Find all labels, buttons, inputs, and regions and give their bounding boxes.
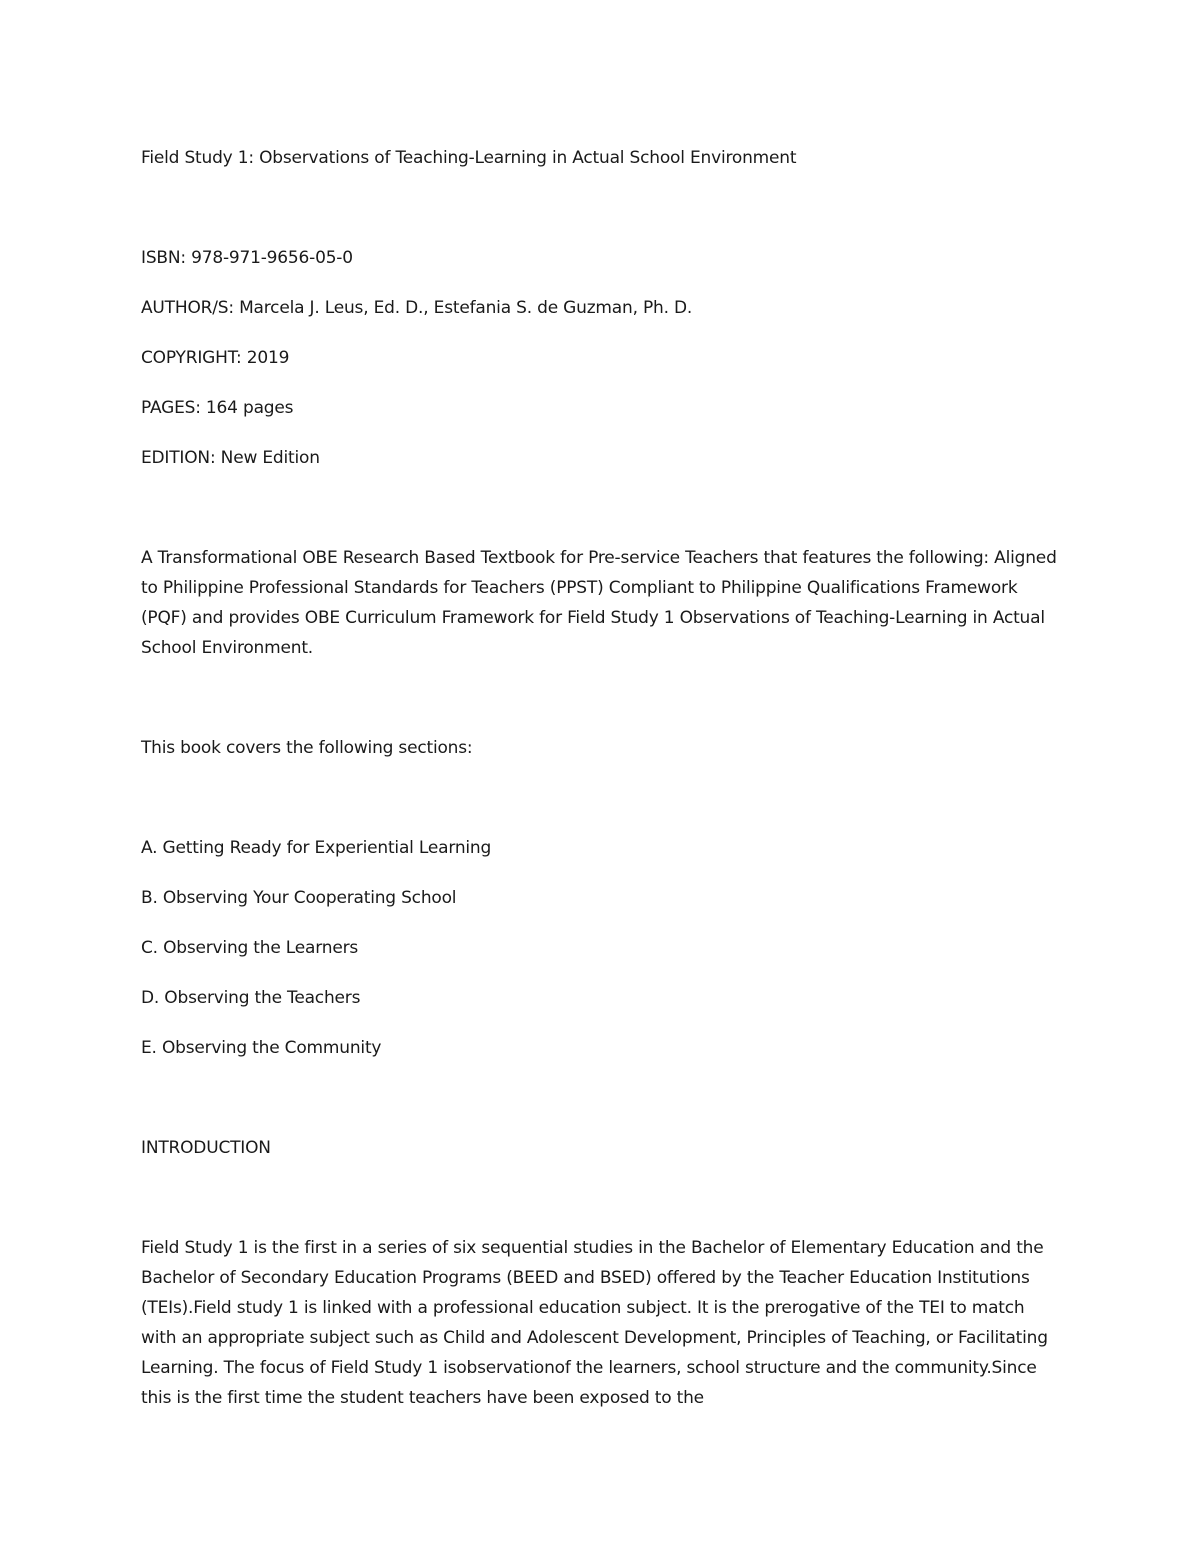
section-item-d: D. Observing the Teachers [141, 988, 361, 1008]
document-title: Field Study 1: Observations of Teaching-Learning in Actual School Environment [141, 148, 797, 168]
section-item-e: E. Observing the Community [141, 1038, 382, 1058]
authors-line: AUTHOR/S: Marcela J. Leus, Ed. D., Estefania S. de Guzman, Ph. D. [141, 298, 693, 318]
introduction-paragraph: Field Study 1 is the first in a series of six sequential studies in the Bachelor of Elementary Education and the Bachelor of Secondary Education Programs (BEED and BSED) offered by the Teacher Education Institutions (TEIs).Field study 1 is linked with a professional education subject. It is the prerogative of the TEI to match with an appropriate subject such as Child and Adolescent Development, Principles of Teaching, or Facilitating Learning. The focus of Field Study 1 isobservationof the learners, school structure and the community.Since this is the first time the student teachers have been exposed to the [141, 1238, 1048, 1408]
pages-line: PAGES: 164 pages [141, 398, 294, 418]
isbn-line: ISBN: 978-971-9656-05-0 [141, 248, 353, 268]
copyright-line: COPYRIGHT: 2019 [141, 348, 290, 368]
document-body [141, 143, 1061, 1483]
description-paragraph: A Transformational OBE Research Based Textbook for Pre-service Teachers that features the following: Aligned to Philippine Professional Standards for Teachers (PPST) Compliant to Philippine Qualifications Framework (PQF) and provides OBE Curriculum Framework for Field Study 1 Observations of Teaching-Learning in Actual School Environment. [141, 548, 1057, 658]
edition-line: EDITION: New Edition [141, 448, 320, 468]
introduction-heading: INTRODUCTION [141, 1138, 271, 1158]
section-item-c: C. Observing the Learners [141, 938, 359, 958]
section-item-b: B. Observing Your Cooperating School [141, 888, 457, 908]
section-item-a: A. Getting Ready for Experiential Learning [141, 838, 492, 858]
sections-intro: This book covers the following sections: [141, 738, 473, 758]
